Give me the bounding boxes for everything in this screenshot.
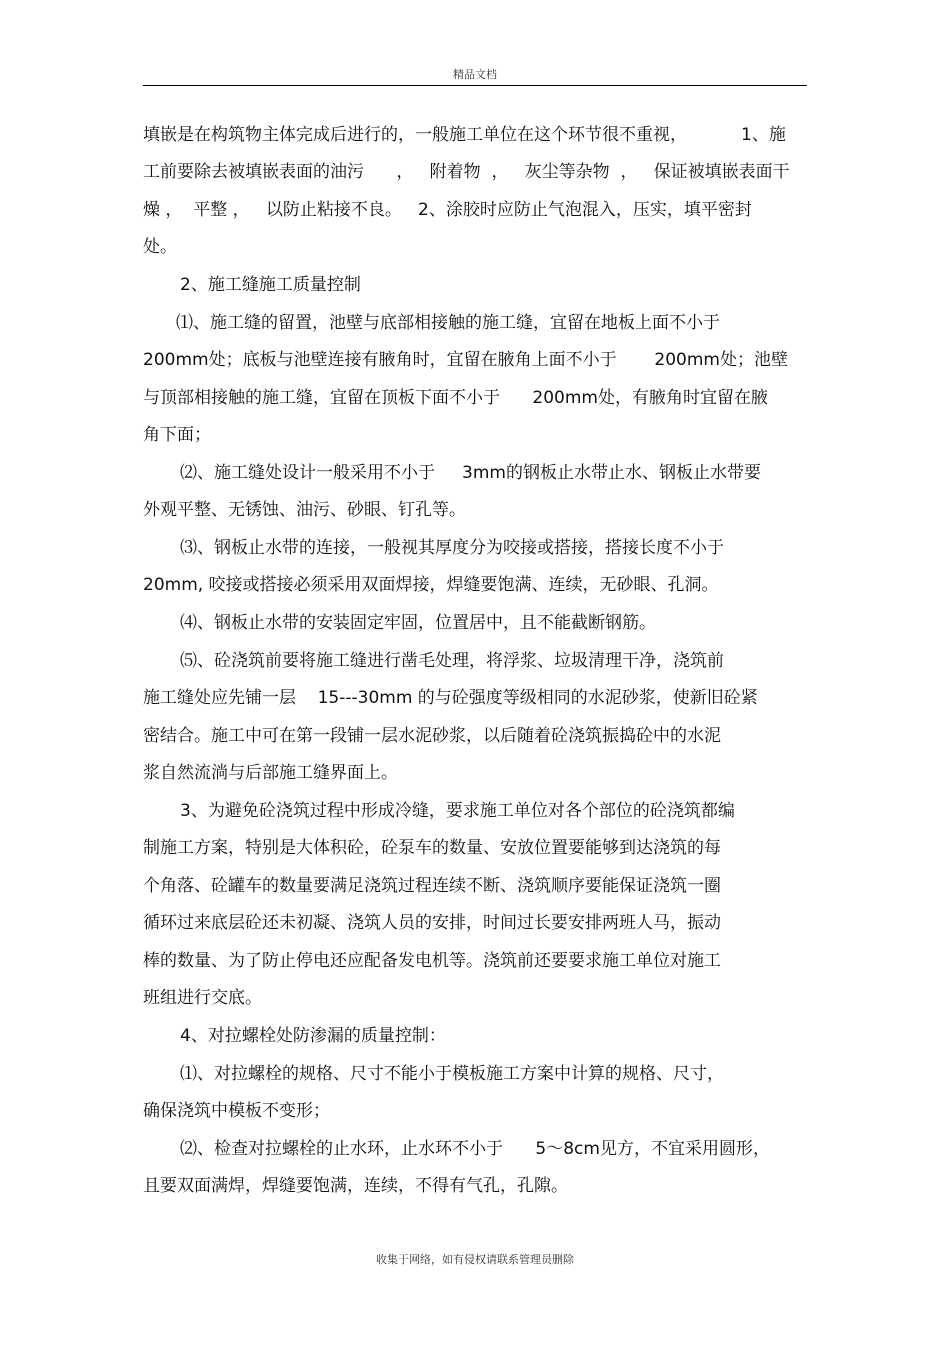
text-line: 棒的数量、为了防止停电还应配备发电机等。浇筑前还要要求施工单位对施工: [143, 951, 721, 971]
text-line: 与顶部相接触的施工缝，宜留在顶板下面不小于 200mm处，有腋角时宜留在腋: [143, 388, 768, 408]
text-line: 外观平整、无锈蚀、油污、砂眼、钉孔等。: [143, 500, 466, 520]
text-line: ⑸、砼浇筑前要将施工缝进行凿毛处理，将浮浆、垃圾清理干净，浇筑前: [180, 651, 724, 671]
section-heading: 4、对拉螺栓处防渗漏的质量控制：: [180, 1026, 446, 1046]
section-heading: 2、施工缝施工质量控制: [180, 275, 361, 295]
text-line: ⑵、检查对拉螺栓的止水环，止水环不小于 5～8cm见方，不宜采用圆形，: [180, 1139, 770, 1159]
text-line: 20mm, 咬接或搭接必须采用双面焊接，焊缝要饱满、连续，无砂眼、孔洞。: [143, 575, 719, 595]
text-line: 200mm处；底板与池壁连接有腋角时，宜留在腋角上面不小于 200mm处；池壁: [143, 350, 788, 370]
page-header: 精品文档: [453, 68, 497, 81]
text-line: 施工缝处应先铺一层 15---30mm 的与砼强度等级相同的水泥砂浆，使新旧砼紧: [143, 688, 758, 708]
text-line: 填嵌是在构筑物主体完成后进行的，一般施工单位在这个环节很不重视， 1、施: [143, 125, 786, 145]
page-footer: 收集于网络，如有侵权请联系管理员删除: [376, 1253, 574, 1266]
text-line: 角下面；: [143, 425, 211, 445]
text-line: 班组进行交底。: [143, 988, 262, 1008]
text-line: 循环过来底层砼还未初凝、浇筑人员的安排，时间过长要安排两班人马，振动: [143, 913, 721, 933]
text-line: 密结合。施工中可在第一段铺一层水泥砂浆，以后随着砼浇筑振捣砼中的水泥: [143, 726, 721, 746]
section-heading: 3、为避免砼浇筑过程中形成冷缝，要求施工单位对各个部位的砼浇筑都编: [180, 801, 735, 821]
text-line: ⑴、施工缝的留置，池壁与底部相接触的施工缝，宜留在地板上面不小于: [176, 313, 720, 333]
text-line: 燥 ， 平整 ， 以防止粘接不良。 2、涂胶时应防止气泡混入，压实，填平密封: [143, 200, 752, 220]
text-line: 处。: [143, 237, 177, 257]
text-line: 制施工方案，特别是大体积砼，砼泵车的数量、安放位置要能够到达浇筑的每: [143, 838, 721, 858]
text-line: 且要双面满焊，焊缝要饱满，连续，不得有气孔，孔隙。: [143, 1176, 568, 1196]
text-line: 工前要除去被填嵌表面的油污 ， 附着物 ， 灰尘等杂物 ， 保证被填嵌表面干: [143, 162, 790, 182]
text-line: 确保浇筑中模板不变形；: [143, 1101, 330, 1121]
text-line: 浆自然流淌与后部施工缝界面上。: [143, 763, 398, 783]
text-line: ⑶、钢板止水带的连接，一般视其厚度分为咬接或搭接，搭接长度不小于: [180, 538, 724, 558]
header-rule: [143, 85, 807, 86]
text-line: ⑵、施工缝处设计一般采用不小于 3mm的钢板止水带止水、钢板止水带要: [180, 463, 761, 483]
text-line: ⑴、对拉螺栓的规格、尺寸不能小于模板施工方案中计算的规格、尺寸，: [180, 1064, 724, 1084]
text-line: ⑷、钢板止水带的安装固定牢固，位置居中，且不能截断钢筋。: [180, 613, 656, 633]
text-line: 个角落、砼罐车的数量要满足浇筑过程连续不断、浇筑顺序要能保证浇筑一圈: [143, 876, 721, 896]
